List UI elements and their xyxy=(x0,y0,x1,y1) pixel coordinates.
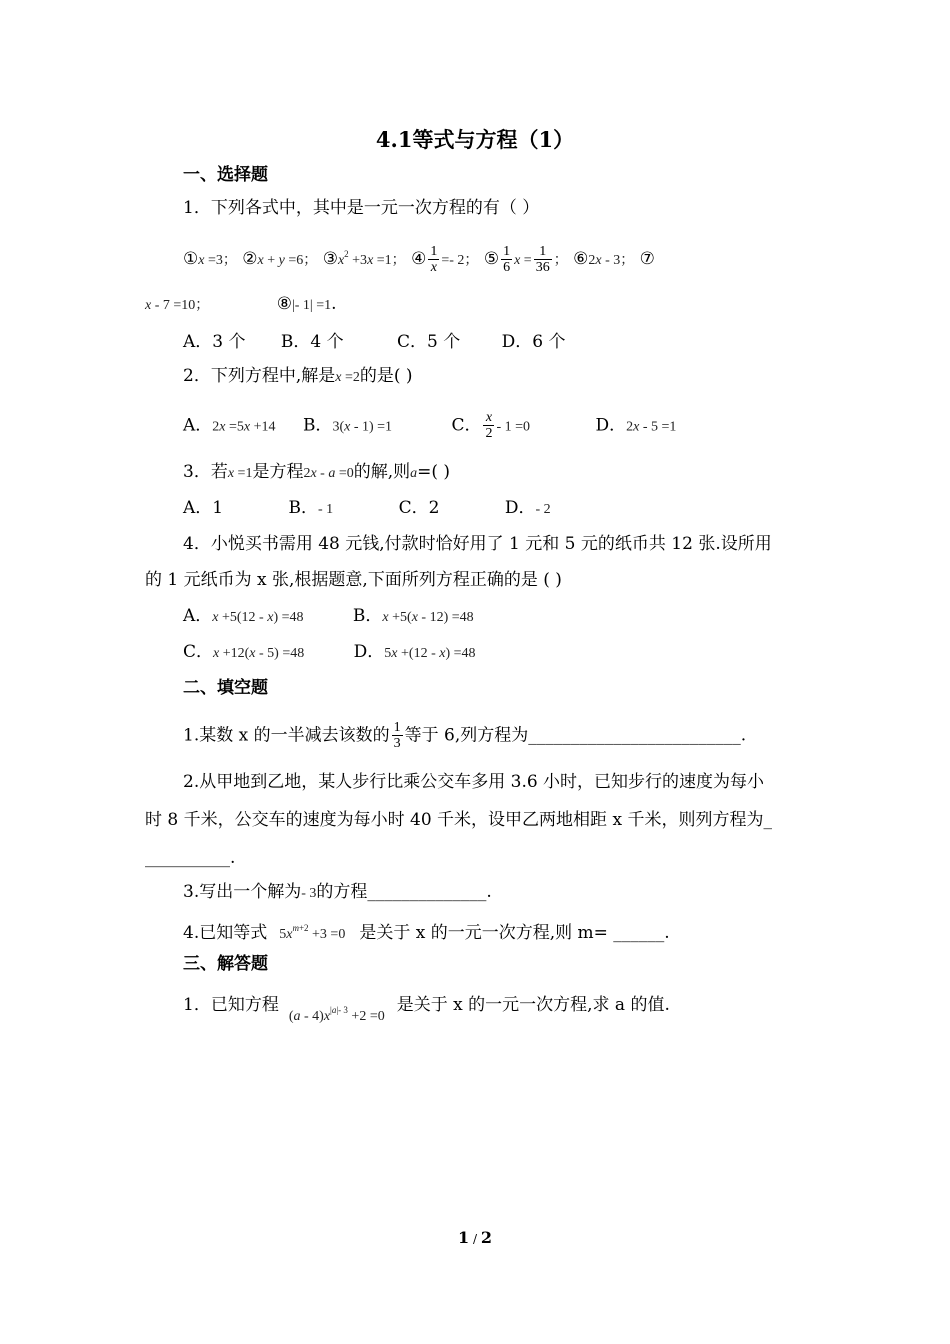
item-marker-5: ⑤ xyxy=(483,249,500,269)
page-number: 1 / 2 xyxy=(458,1228,492,1247)
q1-option-a: A．3 个 xyxy=(183,332,246,352)
item-marker-8: ⑧ xyxy=(276,294,292,314)
item-marker-6: ⑥ xyxy=(573,249,589,269)
q1-option-b: B．4 个 xyxy=(280,332,344,352)
item-marker-2: ② xyxy=(242,249,258,269)
item-marker-7: ⑦ xyxy=(639,249,655,269)
q3-stem: 3．若x =1是方程2x - a =0的解,则a=( ) xyxy=(183,462,451,482)
fraction-1-over-36: $\frac{1}{36}$ xyxy=(535,243,550,275)
item-marker-4: ④ xyxy=(411,249,427,269)
section-heading-fill: 二、填空题 xyxy=(183,678,268,698)
fraction-1-over-3: $\frac{1}{3}$ xyxy=(393,720,401,752)
item-marker-3: ③ xyxy=(322,249,338,269)
section-heading-choice: 一、选择题 xyxy=(183,165,268,185)
q4-options-row2: C．x +12(x - 5) =48 D．5x +(12 - x) =48 xyxy=(183,642,476,662)
q4-line1: 4．小悦买书需用 48 元钱,付款时恰好用了 1 元和 5 元的纸币共 12 张.设所用 xyxy=(183,534,772,554)
fill-q2-line2: 时 8 千米，公交车的速度为每小时 40 千米，设甲乙两地相距 x 千米，则列方程为_ xyxy=(145,810,772,830)
q3-options: A．1 B．- 1 C．2 D．- 2 xyxy=(183,498,551,518)
item-marker-1: ① xyxy=(183,249,199,269)
q2-stem: 2．下列方程中,解是x =2的是( ) xyxy=(183,366,413,386)
section-heading-answer: 三、解答题 xyxy=(183,954,268,974)
page-title: 4.1等式与方程（1） xyxy=(375,127,575,152)
answer-q1: 1．已知方程$_{(a - 4)x^{|a|- 3} +2 =0}$是关于 x 的一元一次方程,求 a 的值. xyxy=(183,995,670,1024)
fraction-1-over-x: $\frac{1}{x}$ xyxy=(430,243,438,275)
q2-options: A．2x =5x +14 B．3(x - 1) =1 C． $\frac{x}{2}$ - 1 =0 D．2x - 5 =1 xyxy=(183,410,677,442)
q1-option-c: C．5 个 xyxy=(397,332,461,352)
fill-q1: 1.某数 x 的一半减去该数的 $\frac{1}{3}$ 等于 6,列方程为_________________________. xyxy=(183,720,747,752)
q1-stem: 1．下列各式中，其中是一元一次方程的有（ ） xyxy=(183,198,540,218)
q1-items-row1: ①x =3； ②x + y =6； $③x^2 +3x =1$； ④ $\frac{1}{x}$ =- 2； ⑤ $\frac{1}{6}$ x = $\frac{1}{36}$ ； ⑥2x - 3； ⑦ xyxy=(183,243,655,275)
fill-q4: 4.已知等式 $5x^{m+2} +3 =0$ 是关于 x 的一元一次方程,则 m= ______. xyxy=(183,923,670,943)
fraction-x-over-2: $\frac{x}{2}$ xyxy=(485,410,493,442)
q1-options xyxy=(183,330,566,354)
fill-q2-line1: 2.从甲地到乙地，某人步行比乘公交车多用 3.6 小时，已知步行的速度为每小 xyxy=(183,772,765,792)
q1-option-d: D．6 个 xyxy=(501,332,566,352)
fill-q3: 3.写出一个解为- 3的方程______________. xyxy=(183,882,492,902)
fraction-1-over-6: $\frac{1}{6}$ xyxy=(503,243,511,275)
q4-line2: 的 1 元纸币为 x 张,根据题意,下面所列方程正确的是 ( ) xyxy=(145,570,562,590)
q4-options-row1: A．x +5(12 - x) =48 B．x +5(x - 12) =48 xyxy=(183,606,474,626)
q1-items-row2: x - 7 =10； ⑧|- 1| =1. xyxy=(145,294,337,314)
fill-q2-line3: __________. xyxy=(145,848,236,868)
